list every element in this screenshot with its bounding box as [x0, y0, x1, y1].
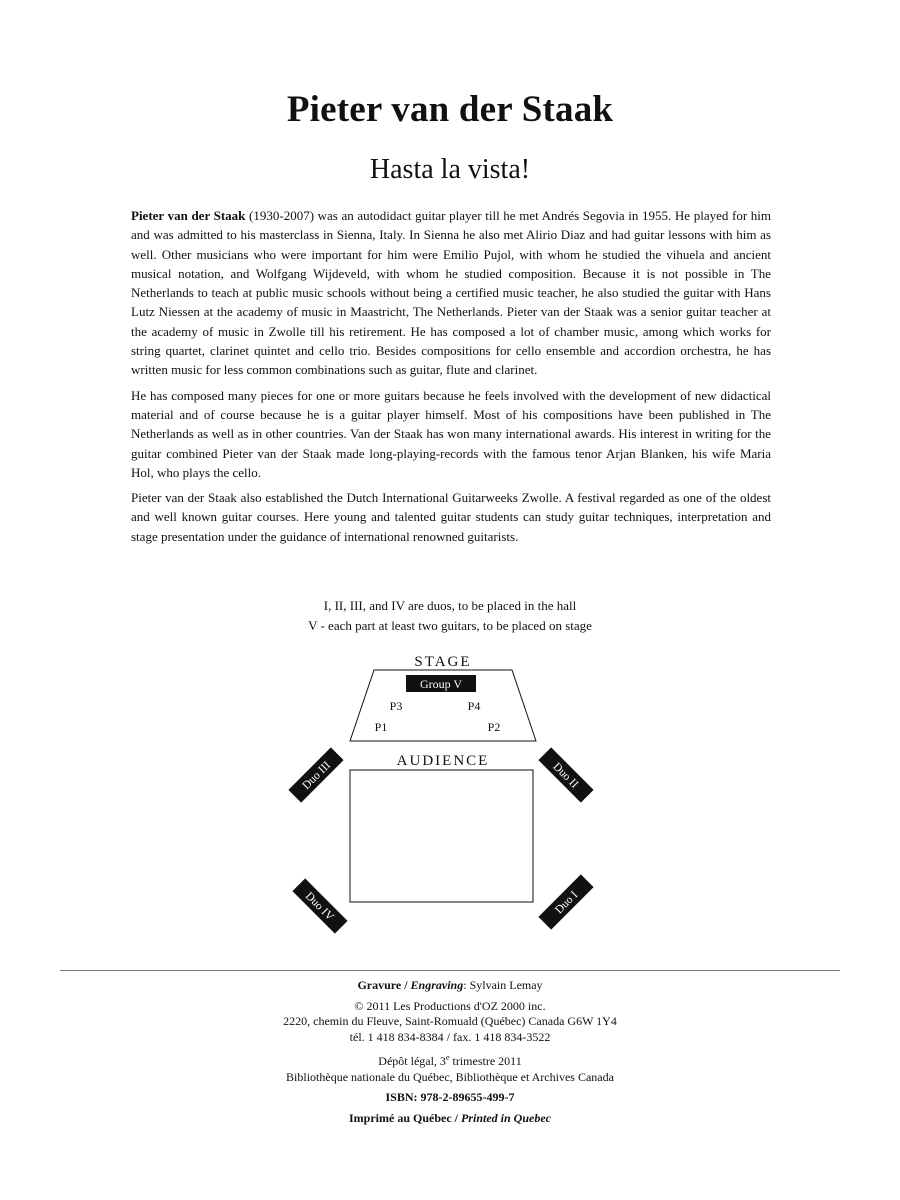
- printed-en: Printed in Quebec: [461, 1110, 551, 1125]
- engraving-label-en: Engraving: [410, 978, 464, 992]
- footer-divider: [60, 970, 840, 971]
- legal-deposit: [0, 1050, 900, 1070]
- bio-paragraph-1-text: (1930-2007) was an autodidact guitar player till he met Andrés Segovia in 1955. He played for him and was admitted to his masterclass in Sienna, Italy. In Sienna he also met Alirio Diaz and had guitar lessons with him as well. Other musicians who were important for him were Emilio Pujol, with whom he studied the vihuela and ancient musical notation, and Wolfgang Wijdeveld, with whom he studied composition. Because it is not possible in The Netherlands to teach at public music schools without being a certified music teacher, he also studied the guitar with Hans Lutz Niessen at the academy of music in Maastricht, The Netherlands. Pieter van der Staak was a senior guitar teacher at the academy of music in Zwolle till his retirement. He has composed a lot of chamber music, among which works for string quartet, clarinet quintet and cello trio. Besides compositions for cello ensemble and accordion orchestra, he has written music for less common combinations such as guitar, flute and clarinet.: [131, 208, 771, 378]
- publisher-address: 2220, chemin du Fleuve, Saint-Romuald (Québec) Canada G6W 1Y4: [283, 1014, 617, 1028]
- player-p2: P2: [487, 720, 501, 734]
- engraver-name: : Sylvain Lemay: [463, 978, 543, 992]
- audience-label: AUDIENCE: [396, 753, 490, 769]
- bio-paragraph-3: Pieter van der Staak also established the Dutch International Guitarweeks Zwolle. A festival regarded as one of the oldest and well known guitar courses. Here young and talented guitar students can study guitar techniques, interpretation and stage presentation under the guidance of international renowned guitarists.: [131, 490, 771, 544]
- player-p3: P3: [389, 699, 403, 713]
- legal-deposit-suffix: trimestre 2011: [449, 1054, 522, 1068]
- stage-label: STAGE: [414, 654, 472, 670]
- publisher-phone: tél. 1 418 834-8384 / fax. 1 418 834-3522: [349, 1029, 551, 1044]
- note-group-v: V - each part at least two guitars, to be placed on stage: [308, 618, 592, 633]
- legal-deposit-sup: e: [445, 1053, 450, 1062]
- note-duos: I, II, III, and IV are duos, to be placed in the hall: [323, 598, 577, 613]
- duo-iii: [288, 747, 343, 802]
- bio-name: Pieter van der Staak: [131, 208, 246, 223]
- printed-fr: Imprimé au Québec /: [349, 1110, 461, 1125]
- isbn: ISBN: 978-2-89655-499-7: [385, 1090, 515, 1104]
- player-p4: P4: [467, 699, 481, 713]
- colophon: [0, 978, 900, 1126]
- duo-iv: [292, 878, 347, 933]
- audience-area: [350, 770, 533, 902]
- isbn-block: [0, 1090, 900, 1106]
- legal-deposit-block: [0, 1050, 900, 1085]
- copyright: © 2011 Les Productions d'OZ 2000 inc.: [354, 998, 546, 1013]
- piece-title: Hasta la vista!: [369, 154, 531, 185]
- duo-i-label: Duo I: [553, 889, 581, 917]
- duo-ii-label: Duo II: [550, 760, 581, 791]
- duo-i: [538, 874, 593, 929]
- group-v-label: Group V: [419, 677, 463, 691]
- composer-name: Pieter van der Staak: [286, 89, 614, 130]
- library-line: Bibliothèque nationale du Québec, Bibliothèque et Archives Canada: [286, 1069, 614, 1084]
- player-p1: P1: [374, 720, 388, 734]
- duo-ii: [538, 747, 593, 802]
- duo-iv-label: Duo IV: [302, 890, 336, 924]
- duo-iii-label: Duo III: [300, 759, 334, 793]
- printed-in: [0, 1111, 900, 1127]
- engraving-credit: [0, 978, 900, 994]
- engraving-label: Gravure /: [357, 978, 411, 992]
- publisher-block: [0, 999, 900, 1046]
- bio-paragraph-2: He has composed many pieces for one or more guitars because he feels involved with the development of new didactical material and of course because he is a guitar player himself. Most of his compositions have been published in The Netherlands as well as in other countries. Van der Staak has won many international awards. His interest in writing for the guitar combined Pieter van der Staak made long-playing-records with the famous tenor Arjan Blanken, his wife Maria Hol, who plays the cello.: [131, 387, 771, 480]
- legal-deposit-prefix: Dépôt légal, 3: [378, 1054, 446, 1068]
